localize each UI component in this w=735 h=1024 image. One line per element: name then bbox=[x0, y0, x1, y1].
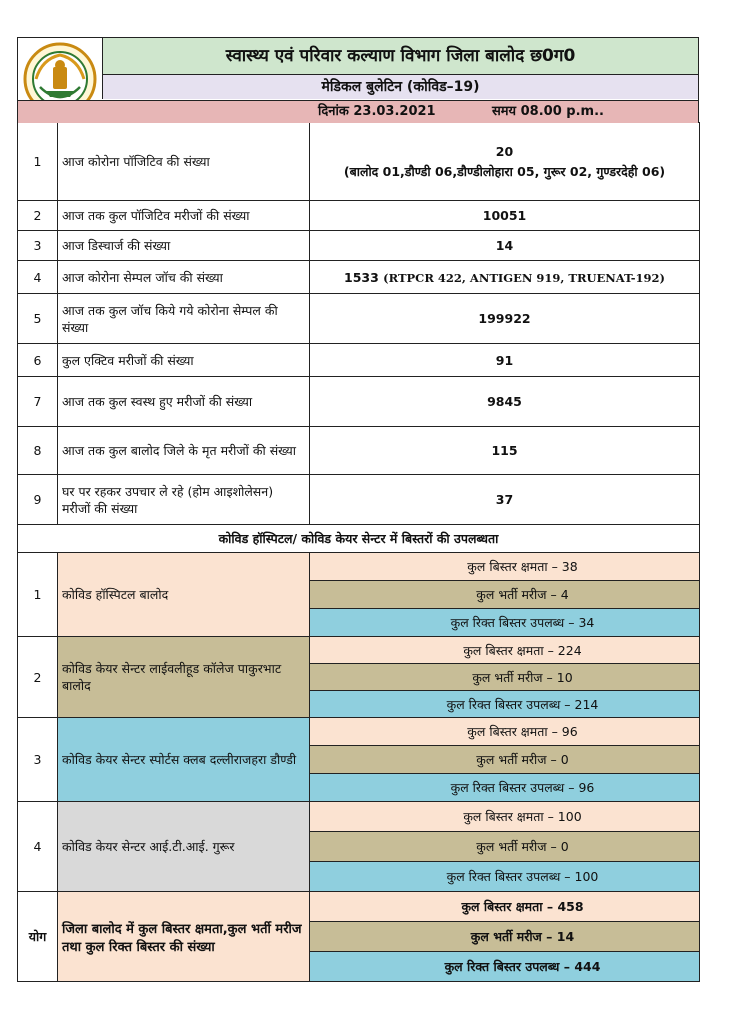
stat-label: कुल एक्टिव मरीजों की संख्या bbox=[58, 344, 310, 377]
stat-detail: (RTPCR 422, ANTIGEN 919, TRUENAT-192) bbox=[383, 270, 665, 285]
row-number: 8 bbox=[18, 427, 58, 475]
row-number: 5 bbox=[18, 294, 58, 344]
stat-label: घर पर रहकर उपचार ले रहे (होम आइशोलेसन) मरीजों की संख्या bbox=[58, 475, 310, 525]
row-number: 4 bbox=[18, 261, 58, 294]
stat-label: आज कोरोना सेम्पल जॉच की संख्या bbox=[58, 261, 310, 294]
row-number: 4 bbox=[18, 802, 58, 892]
bed-capacity: कुल बिस्तर क्षमता – 100 bbox=[310, 802, 700, 832]
vacant-beds: कुल रिक्त बिस्तर उपलब्ध – 100 bbox=[310, 862, 700, 892]
department-title: स्वास्थ्य एवं परिवार कल्याण विभाग जिला बालोद छ0ग0 bbox=[102, 38, 698, 75]
table-row bbox=[18, 475, 700, 525]
stat-value: 199922 bbox=[310, 294, 700, 344]
totals-label: जिला बालोद में कुल बिस्तर क्षमता,कुल भर्ती मरीज तथा कुल रिक्त बिस्तर की संख्या bbox=[58, 892, 310, 982]
row-number: 7 bbox=[18, 377, 58, 427]
table-row bbox=[18, 261, 700, 294]
row-number: 3 bbox=[18, 718, 58, 802]
table-row bbox=[18, 231, 700, 261]
facility-name: कोविड केयर सेन्टर स्पोर्टस क्लब दल्लीराजहरा डौण्डी bbox=[58, 718, 310, 802]
section-heading: कोविड हॉस्पिटल/ कोविड केयर सेन्टर में बिस्तरों की उपलब्धता bbox=[18, 525, 700, 553]
table-row bbox=[18, 123, 700, 201]
stat-value: 1533 bbox=[344, 269, 379, 285]
bulletin-sheet bbox=[17, 37, 699, 982]
table-row bbox=[18, 427, 700, 475]
stat-value-cell bbox=[310, 261, 700, 294]
stat-value: 20 bbox=[495, 143, 514, 159]
row-number: 2 bbox=[18, 637, 58, 718]
bulletin-subtitle: मेडिकल बुलेटिन (कोविड–19) bbox=[102, 75, 698, 99]
totals-label-no: योग bbox=[18, 892, 58, 982]
admitted-patients: कुल भर्ती मरीज – 4 bbox=[310, 581, 700, 609]
bed-capacity: कुल बिस्तर क्षमता – 38 bbox=[310, 553, 700, 581]
section-heading-row bbox=[18, 525, 700, 553]
table-row bbox=[18, 377, 700, 427]
stat-label: आज तक कुल बालोद जिले के मृत मरीजों की संख्या bbox=[58, 427, 310, 475]
stat-label: आज तक कुल पॉजिटिव मरीजों की संख्या bbox=[58, 201, 310, 231]
stat-value-cell bbox=[310, 123, 700, 201]
bulletin-time: समय 08.00 p.m.. bbox=[492, 104, 604, 119]
row-number: 2 bbox=[18, 201, 58, 231]
vacant-beds: कुल रिक्त बिस्तर उपलब्ध – 214 bbox=[310, 691, 700, 718]
row-number: 1 bbox=[18, 553, 58, 637]
bed-capacity: कुल बिस्तर क्षमता – 96 bbox=[310, 718, 700, 746]
stat-label: आज कोरोना पॉजिटिव की संख्या bbox=[58, 123, 310, 201]
total-admitted-patients: कुल भर्ती मरीज – 14 bbox=[310, 922, 700, 952]
row-number: 6 bbox=[18, 344, 58, 377]
table-row bbox=[18, 294, 700, 344]
bulletin-header bbox=[17, 37, 699, 122]
facility-name: कोविड हॉस्पिटल बालोद bbox=[58, 553, 310, 637]
stat-label: आज तक कुल जॉच किये गये कोरोना सेम्पल की संख्या bbox=[58, 294, 310, 344]
admitted-patients: कुल भर्ती मरीज – 10 bbox=[310, 664, 700, 691]
stats-table bbox=[17, 122, 700, 553]
admitted-patients: कुल भर्ती मरीज – 0 bbox=[310, 832, 700, 862]
total-bed-capacity: कुल बिस्तर क्षमता – 458 bbox=[310, 892, 700, 922]
facility-table bbox=[17, 552, 700, 982]
vacant-beds: कुल रिक्त बिस्तर उपलब्ध – 96 bbox=[310, 774, 700, 802]
facility-row bbox=[18, 718, 700, 746]
stat-value: 37 bbox=[310, 475, 700, 525]
stat-value: 9845 bbox=[310, 377, 700, 427]
admitted-patients: कुल भर्ती मरीज – 0 bbox=[310, 746, 700, 774]
stat-detail: (बालोद 01,डौण्डी 06,डौण्डीलोहारा 05, गुरूर 02, गुण्डरदेही 06) bbox=[343, 163, 666, 179]
stat-value: 91 bbox=[310, 344, 700, 377]
stat-value: 14 bbox=[310, 231, 700, 261]
totals-row bbox=[18, 892, 700, 922]
row-number: 9 bbox=[18, 475, 58, 525]
row-number: 3 bbox=[18, 231, 58, 261]
row-number: 1 bbox=[18, 123, 58, 201]
date-time-bar bbox=[18, 100, 698, 123]
table-row bbox=[18, 201, 700, 231]
stat-label: आज तक कुल स्वस्थ हुए मरीजों की संख्या bbox=[58, 377, 310, 427]
facility-name: कोविड केयर सेन्टर आई.टी.आई. गुरूर bbox=[58, 802, 310, 892]
facility-row bbox=[18, 802, 700, 832]
facility-name: कोविड केयर सेन्टर लाईवलीहूड कॉलेज पाकुरभाट बालोद bbox=[58, 637, 310, 718]
total-vacant-beds: कुल रिक्त बिस्तर उपलब्ध – 444 bbox=[310, 952, 700, 982]
table-row bbox=[18, 344, 700, 377]
bulletin-date: दिनांक 23.03.2021 bbox=[318, 104, 436, 119]
stat-label: आज डिस्चार्ज की संख्या bbox=[58, 231, 310, 261]
vacant-beds: कुल रिक्त बिस्तर उपलब्ध – 34 bbox=[310, 609, 700, 637]
facility-row bbox=[18, 637, 700, 664]
facility-row bbox=[18, 553, 700, 581]
stat-value: 115 bbox=[310, 427, 700, 475]
stat-value: 10051 bbox=[310, 201, 700, 231]
bed-capacity: कुल बिस्तर क्षमता – 224 bbox=[310, 637, 700, 664]
